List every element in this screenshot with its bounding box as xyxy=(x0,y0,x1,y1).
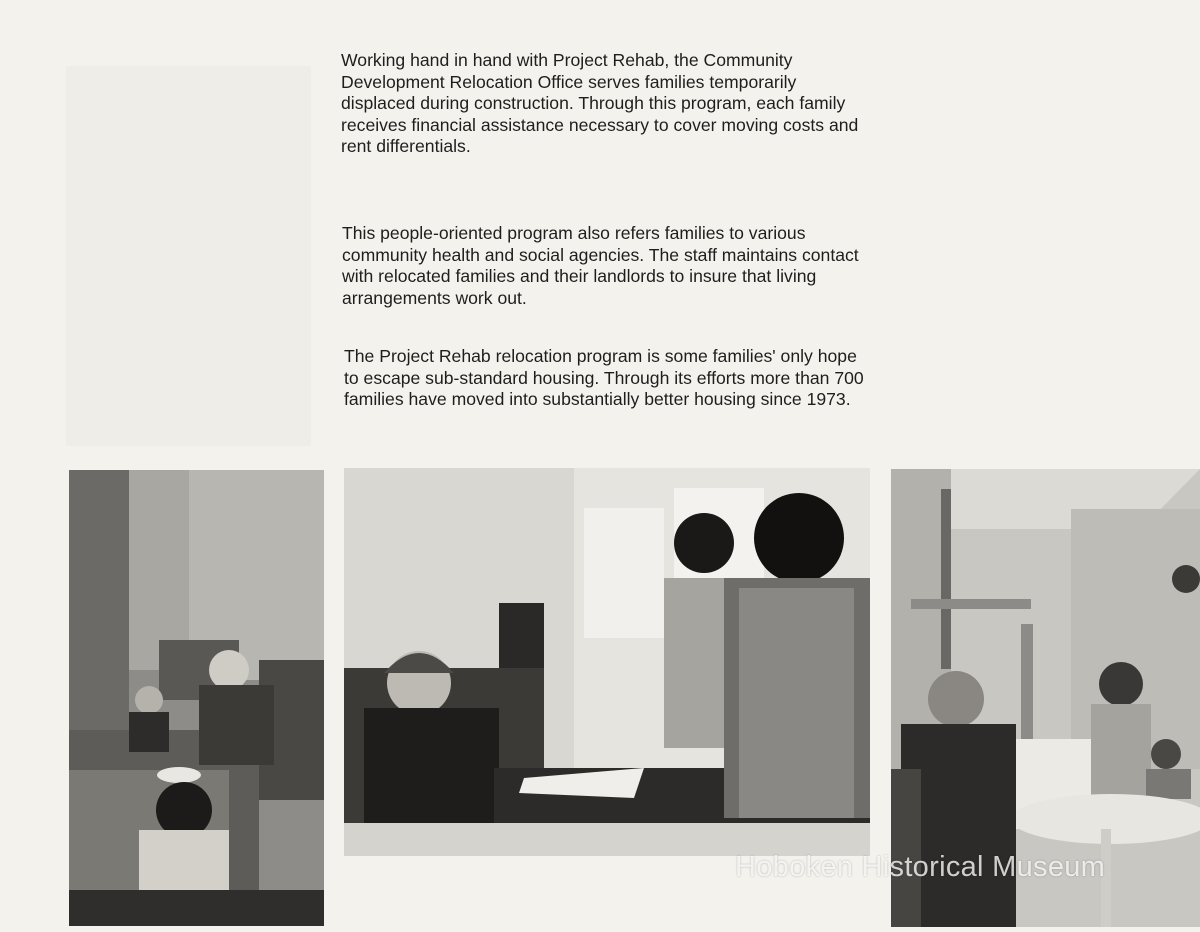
photo-staff-meeting-with-resident xyxy=(344,468,870,856)
museum-watermark: Hoboken Historical Museum xyxy=(735,851,1106,883)
paragraph-relocation-results: The Project Rehab relocation program is some families' only hope to escape sub-standard housing. Through its efforts more than 700 families have moved into substantially better housing since 1973. xyxy=(344,346,864,409)
photo-family-at-kitchen-table xyxy=(69,470,324,926)
paragraph-people-oriented: This people-oriented program also refers families to various community health and social agencies. The staff maintains contact with relocated families and their landlords to insure that living arrangements work out. xyxy=(342,223,859,308)
page-show-through xyxy=(66,66,311,446)
paragraph-relocation-office: Working hand in hand with Project Rehab, the Community Development Relocation Office serves families temporarily displaced during construction. Through this program, each family receives financial assistance necessary to cover moving costs and rent differentials. xyxy=(341,50,859,156)
